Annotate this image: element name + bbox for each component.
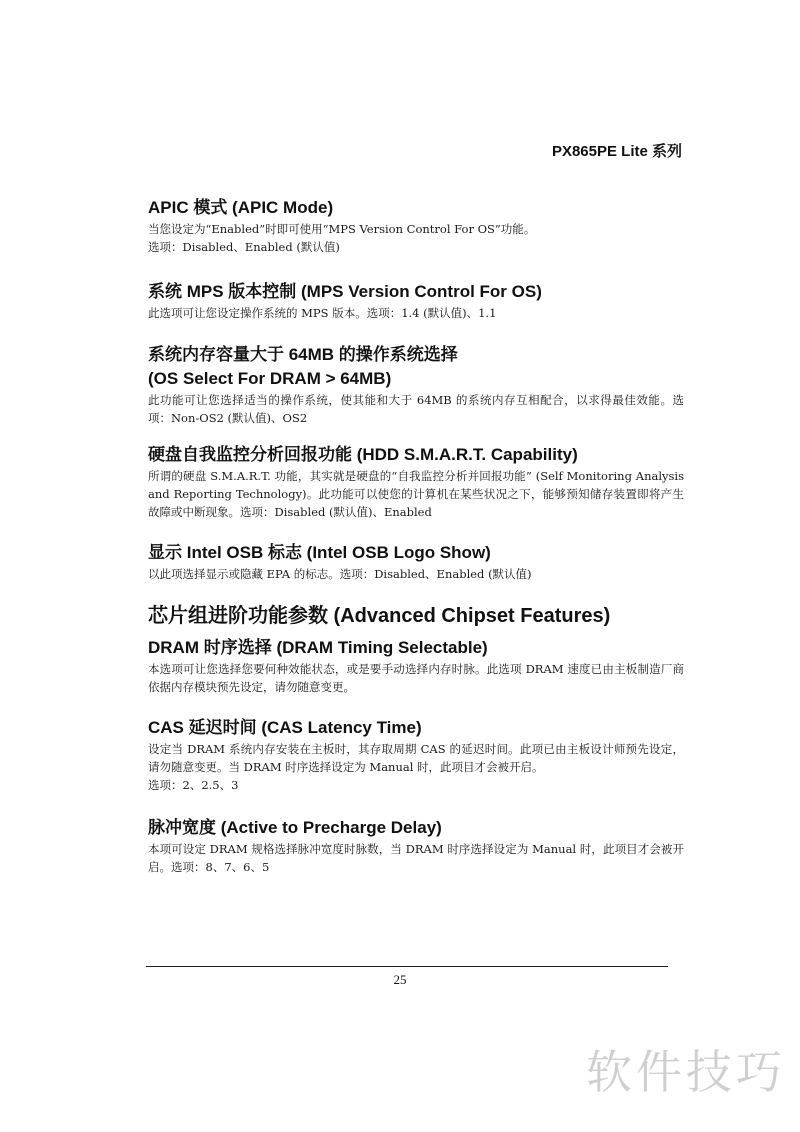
section-heading: CAS 延迟时间 (CAS Latency Time) <box>148 718 422 737</box>
section-heading: 系统内存容量大于 64MB 的操作系统选择 <box>148 345 458 364</box>
section-paragraph: 当您设定为“Enabled”时即可使用“MPS Version Control For OS”功能。 <box>148 222 536 236</box>
section-intel-osb-logo <box>148 541 532 583</box>
section-paragraph: 本项可设定 DRAM 规格选择脉冲宽度时脉数，当 DRAM 时序选择设定为 Manual 时，此项目才会被开启。选项：8、7、6、5 <box>148 842 684 874</box>
section-heading-line2: (OS Select For DRAM > 64MB) <box>148 369 392 388</box>
section-heading: 硬盘自我监控分析回报功能 (HDD S.M.A.R.T. Capability) <box>148 445 578 464</box>
section-heading: APIC 模式 (APIC Mode) <box>148 198 334 217</box>
section-paragraph: 本选项可让您选择您要何种效能状态，或是要手动选择内存时脉。此选项 DRAM 速度已由主板制造厂商依据内存模块预先设定，请勿随意变更。 <box>148 662 684 694</box>
section-paragraph: 以此项选择显示或隐藏 EPA 的标志。选项：Disabled、Enabled (默认值) <box>148 567 532 581</box>
page-number: 25 <box>393 972 407 987</box>
section-dram-timing <box>148 636 684 696</box>
footer-divider <box>146 966 668 967</box>
section-heading: 显示 Intel OSB 标志 (Intel OSB Logo Show) <box>148 543 491 562</box>
chapter-title: 芯片组进阶功能参数 (Advanced Chipset Features) <box>148 605 611 627</box>
section-mps-version <box>148 280 542 322</box>
section-heading: 系统 MPS 版本控制 (MPS Version Control For OS) <box>148 282 542 301</box>
section-os-select <box>148 343 684 427</box>
section-paragraph: 设定当 DRAM 系统内存安装在主板时，其存取周期 CAS 的延迟时间。此项已由主板设计师预先设定，请勿随意变更。当 DRAM 时序选择设定为 Manual 时，此项目才会被开启。 <box>148 742 684 774</box>
section-heading: DRAM 时序选择 (DRAM Timing Selectable) <box>148 638 488 657</box>
running-header: PX865PE Lite 系列 <box>551 143 682 160</box>
section-paragraph: 所谓的硬盘 S.M.A.R.T. 功能，其实就是硬盘的“自我监控分析并回报功能” (Self Monitoring Analysis and Reporting Technology)。此功能可以使您的计算机在某些状况之下，能够预知储存装置即将产生故障或中断现象。选项：Disabled (默认值)、Enabled <box>148 469 684 519</box>
section-paragraph: 此选项可让您设定操作系统的 MPS 版本。选项：1.4 (默认值)、1.1 <box>148 306 497 320</box>
section-options: 选项：Disabled、Enabled (默认值) <box>148 240 340 254</box>
section-options: 选项：2、2.5、3 <box>148 778 239 792</box>
section-hdd-smart <box>148 443 684 521</box>
section-paragraph: 此功能可让您选择适当的操作系统，使其能和大于 64MB 的系统内存互相配合，以求得最佳效能。选项：Non-OS2 (默认值)、OS2 <box>148 393 684 425</box>
watermark: 软件技巧 <box>586 1045 786 1099</box>
section-cas-latency <box>148 716 684 794</box>
section-active-precharge <box>148 816 684 876</box>
section-heading: 脉冲宽度 (Active to Precharge Delay) <box>148 818 442 837</box>
section-apic-mode <box>148 196 535 256</box>
